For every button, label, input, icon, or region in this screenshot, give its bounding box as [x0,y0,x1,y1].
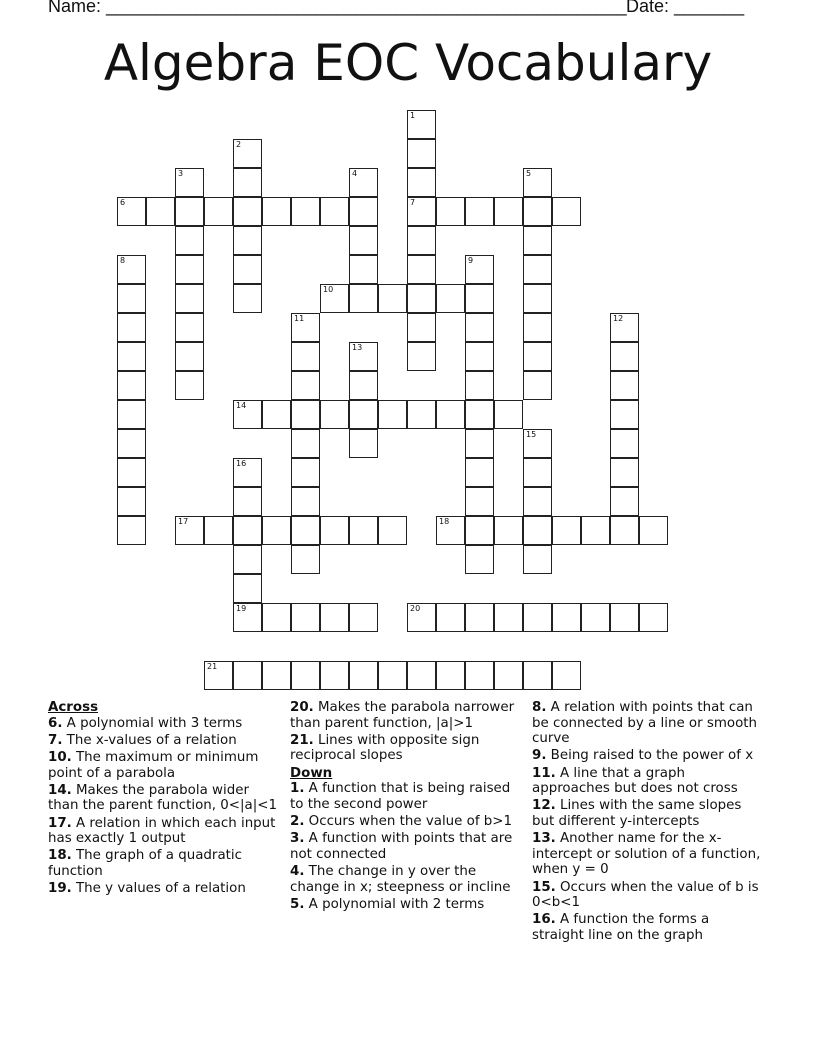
grid-cell[interactable] [610,313,639,342]
clue-number: 6 [120,198,126,207]
grid-cell[interactable] [407,110,436,139]
grid-cell[interactable] [320,661,349,690]
clue-number: 17 [178,517,189,526]
grid-cell[interactable] [291,342,320,371]
grid-cell[interactable] [407,342,436,371]
grid-cell[interactable] [465,458,494,487]
grid-cell[interactable] [610,516,639,545]
clue-across-7: 7. The x-values of a relation [48,732,237,748]
grid-cell[interactable] [349,400,378,429]
grid-cell[interactable] [552,516,581,545]
grid-cell[interactable] [320,284,349,313]
grid-cell[interactable] [349,603,378,632]
grid-cell[interactable] [233,197,262,226]
grid-cell[interactable] [494,197,523,226]
grid-cell[interactable] [349,429,378,458]
grid-cell[interactable] [465,545,494,574]
grid-cell[interactable] [494,661,523,690]
grid-cell[interactable] [349,371,378,400]
clue-across-17: 17. A relation in which each input has exactly 1 output [48,815,276,847]
grid-cell[interactable] [378,661,407,690]
clue-down-8: 8. A relation with points that can be connected by a line or smooth curve [532,700,758,747]
grid-cell[interactable] [465,400,494,429]
grid-cell[interactable] [523,226,552,255]
clue-number: 7 [410,198,416,207]
grid-cell[interactable] [233,661,262,690]
grid-cell[interactable] [262,603,291,632]
grid-cell[interactable] [407,313,436,342]
grid-cell[interactable] [117,255,146,284]
grid-cell[interactable] [407,400,436,429]
grid-cell[interactable] [233,603,262,632]
grid-cell[interactable] [117,371,146,400]
grid-cell[interactable] [117,429,146,458]
grid-cell[interactable] [349,284,378,313]
grid-cell[interactable] [465,516,494,545]
clue-number: 18 [439,517,450,526]
clue-number: 21 [207,662,218,671]
name-label: Name: [48,0,102,16]
grid-cell[interactable] [262,400,291,429]
clues-column-1 [48,700,280,898]
down-heading: Down [290,765,333,781]
grid-cell[interactable] [523,371,552,400]
grid-cell[interactable] [465,603,494,632]
grid-cell[interactable] [581,603,610,632]
grid-cell[interactable] [523,284,552,313]
grid-cell[interactable] [436,661,465,690]
clue-across-21: 21. Lines with opposite sign reciprocal slopes [290,732,480,764]
grid-cell[interactable] [117,487,146,516]
grid-cell[interactable] [523,342,552,371]
grid-cell[interactable] [233,545,262,574]
grid-cell[interactable] [291,313,320,342]
grid-cell[interactable] [291,429,320,458]
page-title: Algebra EOC Vocabulary [103,34,713,92]
grid-cell[interactable] [407,197,436,226]
grid-cell[interactable] [407,255,436,284]
grid-cell[interactable] [581,516,610,545]
across-heading: Across [48,700,99,715]
grid-cell[interactable] [175,313,204,342]
grid-cell[interactable] [465,197,494,226]
grid-cell[interactable] [407,168,436,197]
clue-number: 19 [236,604,247,613]
grid-cell[interactable] [320,603,349,632]
grid-cell[interactable] [407,661,436,690]
grid-cell[interactable] [523,313,552,342]
grid-cell[interactable] [175,255,204,284]
grid-cell[interactable] [436,284,465,313]
grid-cell[interactable] [117,400,146,429]
grid-cell[interactable] [320,516,349,545]
grid-cell[interactable] [117,197,146,226]
grid-cell[interactable] [494,400,523,429]
grid-cell[interactable] [117,313,146,342]
grid-cell[interactable] [407,139,436,168]
grid-cell[interactable] [610,371,639,400]
grid-cell[interactable] [378,516,407,545]
clue-number: 13 [352,343,363,352]
grid-cell[interactable] [204,661,233,690]
grid-cell[interactable] [436,400,465,429]
clue-down-11: 11. A line that a graph approaches but does not cross [532,765,738,797]
grid-cell[interactable] [175,516,204,545]
grid-cell[interactable] [552,197,581,226]
grid-cell[interactable] [320,197,349,226]
clue-number: 8 [120,256,126,265]
grid-cell[interactable] [291,661,320,690]
grid-cell[interactable] [291,516,320,545]
grid-cell[interactable] [523,516,552,545]
clue-down-13: 13. Another name for the x-intercept or solution of a function, when y = 0 [532,831,761,878]
grid-cell[interactable] [233,574,262,603]
grid-cell[interactable] [436,516,465,545]
grid-cell[interactable] [465,661,494,690]
clue-number: 5 [526,169,532,178]
clue-across-19: 19. The y values of a relation [48,881,246,897]
grid-cell[interactable] [523,487,552,516]
grid-cell[interactable] [117,458,146,487]
grid-cell[interactable] [262,516,291,545]
grid-cell[interactable] [407,284,436,313]
grid-cell[interactable] [465,487,494,516]
grid-cell[interactable] [349,255,378,284]
grid-cell[interactable] [349,661,378,690]
grid-cell[interactable] [262,197,291,226]
clue-down-5: 5. A polynomial with 2 terms [290,896,485,912]
grid-cell[interactable] [349,342,378,371]
grid-cell[interactable] [523,458,552,487]
grid-cell[interactable] [291,371,320,400]
clue-down-4: 4. The change in y over the change in x; steepness or incline [290,863,511,895]
grid-cell[interactable] [407,603,436,632]
clue-down-12: 12. Lines with the same slopes but different y-intercepts [532,798,742,829]
clues-column-3 [532,700,764,945]
grid-cell[interactable] [610,603,639,632]
grid-cell[interactable] [465,284,494,313]
clue-number: 1 [410,111,416,120]
grid-cell[interactable] [523,545,552,574]
grid-cell[interactable] [523,429,552,458]
grid-cell[interactable] [349,516,378,545]
clue-number: 2 [236,140,242,149]
grid-cell[interactable] [291,545,320,574]
grid-cell[interactable] [378,284,407,313]
clue-across-14: 14. Makes the parabola wider than the parent function, 0<|a|<1 [48,782,277,814]
grid-cell[interactable] [465,313,494,342]
clue-down-15: 15. Occurs when the value of b is 0<b<1 [532,879,759,911]
clue-across-20: 20. Makes the parabola narrower than parent function, |a|>1 [290,700,515,731]
grid-cell[interactable] [233,255,262,284]
grid-cell[interactable] [436,197,465,226]
clue-number: 4 [352,169,358,178]
grid-cell[interactable] [175,226,204,255]
clue-across-10: 10. The maximum or minimum point of a parabola [48,749,259,781]
grid-cell[interactable] [233,226,262,255]
grid-cell[interactable] [494,603,523,632]
clue-down-1: 1. A function that is being raised to the second power [290,781,511,812]
grid-cell[interactable] [465,429,494,458]
grid-cell[interactable] [436,603,465,632]
clue-down-3: 3. A function with points that are not connected [290,831,513,862]
grid-cell[interactable] [639,603,668,632]
grid-cell[interactable] [610,400,639,429]
clue-down-16: 16. A function the forms a straight line on the graph [532,912,710,943]
grid-cell[interactable] [204,197,233,226]
grid-cell[interactable] [175,284,204,313]
grid-cell[interactable] [523,197,552,226]
clue-number: 10 [323,285,334,294]
name-blank[interactable]: ____________________________________________________ [106,0,627,16]
grid-cell[interactable] [465,342,494,371]
grid-cell[interactable] [610,342,639,371]
grid-cell[interactable] [639,516,668,545]
clue-number: 15 [526,430,537,439]
grid-cell[interactable] [233,168,262,197]
grid-cell[interactable] [291,487,320,516]
grid-cell[interactable] [407,226,436,255]
clue-across-18: 18. The graph of a quadratic function [48,848,242,879]
grid-cell[interactable] [117,516,146,545]
grid-cell[interactable] [117,284,146,313]
grid-cell[interactable] [465,371,494,400]
grid-cell[interactable] [291,458,320,487]
grid-cell[interactable] [262,661,291,690]
clue-number: 16 [236,459,247,468]
clue-across-6: 6. A polynomial with 3 terms [48,715,243,731]
grid-cell[interactable] [349,197,378,226]
grid-cell[interactable] [233,487,262,516]
grid-cell[interactable] [349,226,378,255]
clue-down-2: 2. Occurs when the value of b>1 [290,813,513,829]
clue-number: 14 [236,401,247,410]
grid-cell[interactable] [378,400,407,429]
date-label: Date: [626,0,670,16]
grid-cell[interactable] [523,255,552,284]
clue-number: 3 [178,169,184,178]
grid-cell[interactable] [175,371,204,400]
grid-cell[interactable] [291,603,320,632]
grid-cell[interactable] [349,168,378,197]
date-blank[interactable]: _______ [674,0,745,16]
grid-cell[interactable] [233,139,262,168]
grid-cell[interactable] [175,197,204,226]
grid-cell[interactable] [610,458,639,487]
grid-cell[interactable] [610,429,639,458]
grid-cell[interactable] [523,603,552,632]
grid-cell[interactable] [175,342,204,371]
clue-number: 9 [468,256,474,265]
grid-cell[interactable] [320,400,349,429]
grid-cell[interactable] [233,400,262,429]
grid-cell[interactable] [291,197,320,226]
grid-cell[interactable] [523,661,552,690]
grid-cell[interactable] [204,516,233,545]
clue-down-9: 9. Being raised to the power of x [532,748,754,764]
grid-cell[interactable] [610,487,639,516]
grid-cell[interactable] [552,661,581,690]
grid-cell[interactable] [146,197,175,226]
grid-cell[interactable] [291,400,320,429]
grid-cell[interactable] [233,458,262,487]
grid-cell[interactable] [117,342,146,371]
clue-number: 11 [294,314,305,323]
grid-cell[interactable] [465,255,494,284]
grid-cell[interactable] [233,516,262,545]
clue-number: 20 [410,604,421,613]
grid-cell[interactable] [552,603,581,632]
grid-cell[interactable] [494,516,523,545]
grid-cell[interactable] [523,168,552,197]
grid-cell[interactable] [175,168,204,197]
clue-number: 12 [613,314,624,323]
clues-column-2 [290,700,522,914]
grid-cell[interactable] [233,284,262,313]
